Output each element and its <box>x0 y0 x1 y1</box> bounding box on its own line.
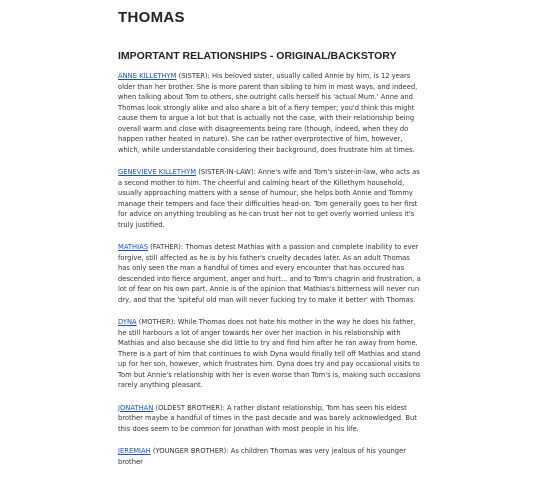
relationship-entry <box>118 317 423 391</box>
relationship-name-link[interactable]: GENEVIEVE KILLETHYM <box>118 168 197 176</box>
relationship-entry <box>118 71 423 155</box>
relationship-description: (OLDEST BROTHER): A rather distant relationship, Tom has seen his eldest brother maybe a handful of times in the past decade and was barely acknowledged. But this does seem to be common for Jonathan with most people in his life. <box>118 403 417 433</box>
relationship-description: (MOTHER): While Thomas does not hate his mother in the way he does his father, he still harbours a lot of anger towards her over her inaction in his relationship with Mathias and also because she did little to try and find him after he ran away from home. There is a part of him that continues to wish Dyna would finally tell off Mathias and stand up for her son, however, which frustrates him. Dyna does try and pay occasional visits to Tom but Annie's relationship with her is even worse than Tom's is, making such occasions rarely anything pleasant. <box>118 318 421 389</box>
relationship-entry <box>118 403 423 435</box>
article <box>118 9 423 479</box>
relationship-entry <box>118 446 423 467</box>
relationship-entry <box>118 242 423 305</box>
relationship-description: (SISTER): His beloved sister, usually called Annie by him, is 12 years older than her brother. She is more parent than sibling to him in most ways, and indeed, when talking about Tom to others, she outright calls herself his 'actual Mum.' Anne and Thomas look strongly alike and also share a bit of a fiery temper; you'd think this might cause them to argue a lot but that is actually not the case, with their relationship being overall warm and close with disagreements being rare (though, indeed, when they do happen rather heated in nature). She can be rather overprotective of him, however, which, while understandable considering their background, does frustrate him at times. <box>118 72 418 154</box>
relationship-name-link[interactable]: JONATHAN <box>118 403 154 412</box>
relationship-name-link[interactable]: DYNA <box>118 318 137 326</box>
section-heading: IMPORTANT RELATIONSHIPS - ORIGINAL/BACKSTORY <box>118 50 397 62</box>
relationship-entry <box>118 167 423 230</box>
relationship-name-link[interactable]: ANNE KILLETHYM <box>118 72 177 80</box>
relationship-description: (SISTER-IN-LAW): Anne's wife and Tom's sister-in-law, who acts as a second mother to him. The cheerful and calming heart of the Killethym household, usually approaching matters with a sense of humour, she helps both Annie and Tommy manage their tempers and face their difficulties head-on. Tom generally goes to her first for advice on anything troubling as he can trust her not to get overly worried unless it's truly justified. <box>118 168 420 229</box>
relationship-description: (FATHER): Thomas detest Mathias with a passion and complete inability to ever forgive, still affected as he is by his father's cruelty decades later. As an adult Thomas has only seen the man a handful of times and every encounter that has occured has descended into fierce argument, anger and hurt... and to Tom's chagrin and frustration, a lot of fear on his own part. Annie is of the opinion that Mathias's bitterness will never run dry, and that the 'spiteful old man will never fucking try to make it better' with Thomas. <box>118 243 421 304</box>
page-title: THOMAS <box>118 9 185 26</box>
relationship-name-link[interactable]: MATHIAS <box>118 243 149 251</box>
relationship-name-link[interactable]: JEREMIAH <box>118 447 151 455</box>
relationship-description: (YOUNGER BROTHER): As children Thomas was very jealous of his younger brother <box>118 447 406 466</box>
